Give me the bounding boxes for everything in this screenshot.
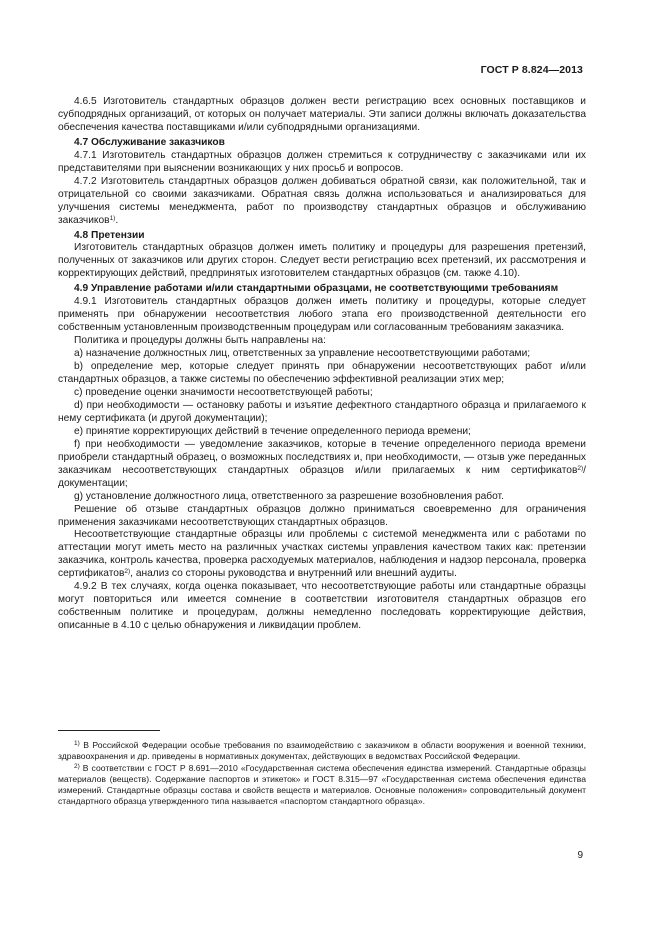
paragraph-4-9-2: 4.9.2 В тех случаях, когда оценка показывает, что несоответствующие работы или стандартные образцы могут повториться или имеется сомнение в соответствии изготовителя стандартных образцов его собственным политике и процедурам, должны немедленно последовать корректирующие действия, описанные в 4.10 с целью обнаружения и ликвидации проблем.: [58, 581, 586, 632]
paragraph-4-9-1: 4.9.1 Изготовитель стандартных образцов должен иметь политику и процедуры, которые следует применять при обнаружении несоответствия любого этапа его производственной деятельности его собственным установленным производственным процедурам или согласованным требованиям заказчика.: [58, 296, 586, 334]
footnote-ref-2: 2): [577, 464, 584, 472]
paragraph-nonconformity: [58, 529, 586, 581]
footnote-2-mark: 2): [74, 763, 80, 771]
paragraph-4-7-2-end: .: [115, 214, 119, 226]
paragraph-policy-intro: Политика и процедуры должны быть направлены на:: [74, 335, 326, 347]
footnote-2: [58, 763, 586, 807]
section-heading-4-9: 4.9 Управление работами и/или стандартными образцами, не соответствующими требованиям: [74, 283, 559, 295]
paragraph-4-7-1: 4.7.1 Изготовитель стандартных образцов должен стремиться к сотрудничеству с заказчиками или их представителями при выяснении возникающих у них просьб и вопросов.: [58, 149, 586, 174]
footnote-1: [58, 740, 586, 762]
list-item-f: [58, 439, 586, 491]
paragraph-4-8: Изготовитель стандартных образцов должен иметь политику и процедуры для разрешения претензий, полученных от заказчиков или других сторон. Следует вести регистрацию всех претензий, их рассмотрения и корректирующих действий, предпринятых изготовителем стандартных образцов (см. также 4.10).: [58, 242, 586, 280]
footnote-1-text: В Российской Федерации особые требования по взаимодействию с заказчиком в области вооружения и военной техники, здравоохранения и др. приведены в нормативных документах, действующих в ведомствах Российской Федерации.: [58, 740, 586, 762]
footnote-1-mark: 1): [74, 740, 80, 747]
section-heading-4-7: 4.7 Обслуживание заказчиков: [74, 136, 225, 148]
document-header-id: ГОСТ Р 8.824—2013: [480, 64, 583, 76]
list-item-e: е) принятие корректирующих действий в течение определенного периода времени;: [74, 425, 471, 437]
list-item-f-end: /документации;: [58, 464, 586, 489]
list-item-a: а) назначение должностных лиц, ответственных за управление несоответствующими работами;: [74, 348, 531, 360]
paragraph-recall: Решение об отзыве стандартных образцов должно приниматься своевременно для ограничения применения заказчиками несоответствующих стандартных образцов.: [58, 503, 586, 528]
footnote-2-text: В соответствии с ГОСТ Р 8.691—2010 «Государственная система обеспечения единства измерений. Стандартные образцы материалов (веществ). Содержание паспортов и этикеток» и ГОСТ 8.315—97 «Государственная система обеспечения единства измерений. Стандартные образцы состава и свойств веществ и материалов. Основные положения» сопроводительный документ стандартного образца утвержденного типа называется «паспортом стандартного образца».: [58, 763, 586, 807]
footnote-divider: [58, 730, 160, 731]
page-number: 9: [577, 850, 583, 861]
list-item-d: d) при необходимости — остановку работы и изъятие дефектного стандартного образца и прилагаемого к нему сертификата (и другой документации);: [58, 399, 586, 424]
list-item-f-text: f) при необходимости — уведомление заказчиков, которые в течение определенного периода времени приобрели стандартный образец, о возможных последствиях и, при необходимости, — отзыв уже переданных заказчикам несоответствующих стандартных образцов и/или прилагаемых к ним сертификатов: [58, 438, 586, 476]
paragraph-4-7-2-text: 4.7.2 Изготовитель стандартных образцов должен добиваться обратной связи, как положительной, так и отрицательной со своими заказчиками. Обратная связь должна использоваться и анализироваться для улучшения системы менеджмента, работ по производству стандартных образцов и обслуживанию заказчиков: [58, 175, 586, 226]
section-heading-4-8: 4.8 Претензии: [74, 229, 145, 241]
main-content: [58, 96, 586, 633]
list-item-g: g) установление должностного лица, ответственного за разрешение возобновления работ.: [74, 490, 504, 502]
list-item-c: с) проведение оценки значимости несоответствующей работы;: [74, 386, 373, 398]
paragraph-nonconformity-end: , анализ со стороны руководства и внутренний или внешний аудиты.: [130, 568, 457, 580]
paragraph-4-7-2: [58, 176, 586, 228]
paragraph-nonconformity-text: Несоответствующие стандартные образцы или проблемы с системой менеджмента или с работами по аттестации могут иметь место на различных участках системы управления качеством таких как: претензии заказчика, контроль качества, проверка расходуемых материалов, наблюдения и надзор персонала, проверка сертификатов: [58, 529, 586, 580]
paragraph-4-6-5: 4.6.5 Изготовитель стандартных образцов должен вести регистрацию всех основных поставщиков и субподрядных организаций, от которых он получает материалы. Эти записи должны включать доказательства обеспечения качества поставщиками и/или субподрядными организациями.: [58, 96, 586, 133]
footnote-ref-1: 1): [109, 214, 116, 222]
footnotes: [58, 740, 586, 809]
footnote-ref-2-second: 2): [124, 568, 131, 576]
list-item-b: b) определение мер, которые следует принять при обнаружении несоответствующих работ и/или стандартных образцов, а также системы по обеспечению эффективной реализации этих мер;: [58, 361, 586, 386]
